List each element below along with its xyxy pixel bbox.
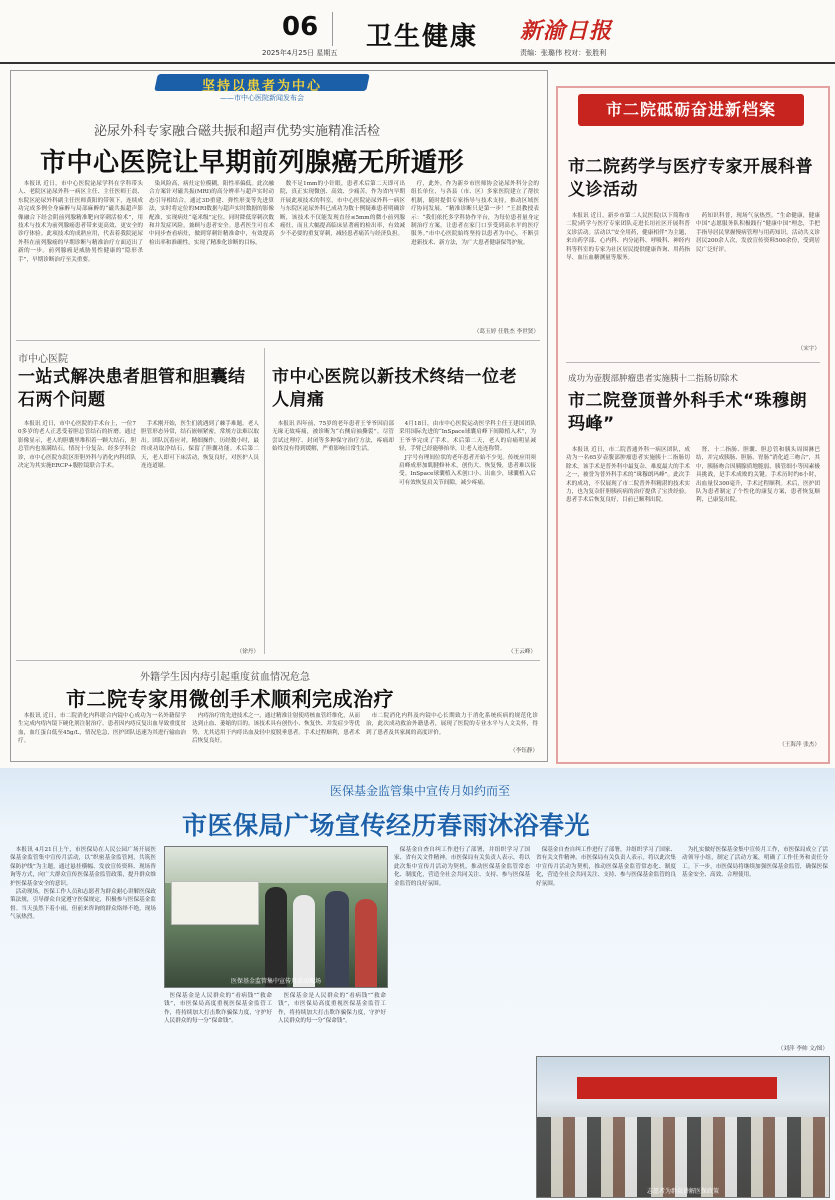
bottom-col-6: 为扎实做好医保基金集中宣传月工作，市医保局成立了活动领导小组，制定了活动方案，明确了工作任务和责任分工。下一步，市医保局将继续加强医保基金监管，确保医保基金安全、高效、合理使用。 — [682, 847, 828, 879]
sidebar-story1-byline: （宋宇） — [797, 346, 820, 352]
photo-person-2 — [293, 895, 315, 987]
bottom-headline: 市医保局广场宣传经历春雨沐浴春光 — [182, 811, 591, 840]
banner-title: 坚持以患者为中心 — [201, 79, 322, 94]
photo-caption-right: 志愿者为群众讲解医保政策 — [646, 1188, 719, 1195]
tech-col-2: 4月18日，由市中心医院运动医学科主任王建国团队采用国际先进的“InSpace球囊肩峰下间隙植入术”，为王爷爷完成了手术。术后第二天，老人的肩痛明显减轻，手臂已经能够抬举，让老人连连称赞。 J字号有理间位状的老年患者开始不少见。传统应用须肩峰成形加肌腱修补术，创伤大、恢复慢，患者难以接受。InSpace球囊植入术创口小、出血少，球囊植入后可有效恢复肩关节间隙，减少疼痛。 — [399, 421, 536, 486]
section-title: 卫生健康 — [366, 22, 479, 52]
sidebar-story1-headline: 市二院药学与医疗专家开展科普义诊活动 — [568, 157, 813, 200]
tech-col-1: 本报讯 四年前，75岁的老年患者王爷爷因肩部无缘无故疼痛，被诊断为“右侧肩袖撕裂”。尽管尝试过理疗、封闭等多种保守治疗方法，疼痛却始终没有得到缓解，严重影响日常生活。 — [272, 421, 394, 453]
masthead-rule — [0, 62, 835, 64]
bottom-col-2: 医保基金是人民群众的“看病钱”“救命钱”，市医保局高度重视医保基金监管工作，将持续加大打击欺诈骗保力度，守护好人民群众的每一分“保命钱”。 — [164, 993, 272, 1025]
masthead-divider — [332, 12, 333, 46]
center-headline: 一站式解决患者胆管和胆囊结石两个问题 — [18, 367, 246, 410]
sidebar-header-title: 市二院砥砺奋进新档案 — [605, 100, 776, 119]
lead-byline: （葛玉婷 任胜杰 李世贤） — [473, 329, 539, 335]
bottom-col-5: 保基金自查自纠工作进行了部署，并组织学习了国家、省有关文件精神。市医保局有关负责人表示，将以此次集中宣传月活动为契机，推动医保基金监管常态化、制度化，营造全社会共同关注、支持、参与医保基金监管的良好氛围。 — [536, 847, 676, 887]
foreign-col-2: 内痔治疗的先进技术之一，通过精准注射使痔核血管纤维化，从而达到止血、萎缩的目的。该技术具有创伤小、恢复快、并发症少等优势，尤其适用于内痔出血及轻中度脱垂患者。手术过程顺利，患者术后恢复良好。 — [192, 713, 360, 745]
foreign-kicker: 外籍学生因内痔引起重度贫血情况危急 — [140, 672, 310, 683]
banner-subtitle: ——市中心医院新闻发布会 — [220, 94, 304, 102]
page-number: 06 — [282, 12, 319, 42]
lead-kicker: 泌尿外科专家融合磁共振和超声优势实施精准活检 — [94, 124, 381, 139]
sidebar-story2-kicker: 成功为壶腹部肿瘤患者实施胰十二指肠切除术 — [568, 374, 739, 384]
sidebar-divider — [566, 362, 820, 363]
bottom-byline: （刘萍 李帅 文/图） — [777, 1046, 828, 1052]
foreign-col-3: 市二院消化内科及内镜中心长期致力于消化系统疾病的规范化诊治，此次成功救治外籍患者，展现了医院的专业水平与人文关怀，得到了患者及其家属的高度评价。 — [366, 713, 538, 736]
sidebar-header — [578, 94, 804, 126]
bottom-col-3: 医保基金是人民群众的“看病钱”“救命钱”，市医保局高度重视医保基金监管工作，将持续加大打击欺诈骗保力度，守护好人民群众的每一分“保命钱”。 — [278, 993, 386, 1025]
lead-col-3: 数不足1mm的小针眼，患者术后第二天即可出院，真正实现微创、高效、少痛苦。作为省内早期开展此项技术的科室，市中心医院泌尿外科一病区与东院区泌尿外科已成功为数十例疑难患者明确诊断，该技术不仅能发现直径≤5mm的微小前列腺癌灶，而且大幅提高临床显著癌的检出率，有效减少不必要的重复穿刺，减轻患者痛苦与经济负担。 — [280, 181, 405, 238]
editor-credit: 责编：张璐伟 校对：张胜利 — [520, 49, 607, 57]
photo-person-1 — [265, 887, 287, 987]
photo-red-banner — [577, 1077, 777, 1099]
divider-foreign — [16, 660, 540, 661]
sidebar-story1-col-2: 药知识科普，现场气氛热烈。“生命健康，健康中国”志愿服务队积极践行“健康中国”理念，手把手指导居民掌握慢病管理与用药知识。活动共义诊居民200余人次，发放宣传资料500余份，受到居民广泛好评。 — [696, 213, 820, 253]
event-photo-right — [536, 1056, 830, 1198]
center-kicker: 市中心医院 — [18, 354, 68, 365]
banner — [142, 70, 382, 104]
center-byline: （徐丹） — [236, 649, 259, 655]
sidebar-story1-col-1: 本报讯 近日，新乡市第二人民医院(以下简称市二院)药学与医疗专家团队走进长垣社区开展科普义诊活动。活动以“安全用药，健康相伴”为主题，来自药学部、心内科、内分泌科、呼吸科、神经内科等科室的专家为社区居民提供健康咨询、用药指导、血压血糖测量等服务。 — [566, 213, 690, 262]
tech-headline: 市中心医院以新技术终结一位老人肩痛 — [272, 367, 517, 410]
lead-col-2: 染风险高，病灶定位模糊，阳性率偏低。此次融合方案针对磁共振(MRI)的高分辨率与超声实时动态引导相结合，通过3D重建、弹性形变等先进算法，实时将定位的MRI数据与超声实时数据的影像配准，实现病灶“毫米级”定位，同时降低穿刺次数和并发症风险，兼顾与患者安全。患者医生可在术中同步查看病灶，做到穿刺针精准命中，有效提高检出率和准确性，实现了精准化诊断的目标。 — [149, 181, 274, 246]
center-col-2: 手术刚开始，医生们就遇到了棘手难题。老人胆管形态异常，结石嵌顿紧密，常规方法难以取出。团队沉着应对，精细操作，历经数小时，最终成功取净结石，保留了胆囊功能。术后第二天，老人即可下床活动，恢复良好，对医护人员连连道谢。 — [141, 421, 259, 470]
newspaper-logo: 新渝日报 — [520, 18, 613, 44]
photo-person-3 — [325, 891, 349, 987]
photo-tent — [165, 847, 387, 883]
lead-headline: 市中心医院让早期前列腺癌无所遁形 — [40, 148, 465, 178]
foreign-byline: （李钰静） — [510, 748, 538, 754]
photo-person-4 — [355, 899, 377, 987]
divider-vertical — [264, 348, 265, 654]
masthead-date: 2025年4月25日 星期五 — [262, 49, 338, 57]
masthead — [0, 0, 835, 66]
photo-caption-left: 医保基金监管集中宣传月活动现场 — [230, 978, 321, 985]
photo-banner — [171, 881, 259, 925]
photo-crowd — [537, 1117, 829, 1197]
foreign-col-1: 本报讯 近日，市二院消化内科联合内镜中心成功为一名外籍留学生完成内痔内镜下硬化剂注射治疗。患者因内痔反复出血导致重度贫血，血红蛋白低至45g/L，情况危急，医护团队迅速为其进行输血治疗。 — [18, 713, 186, 745]
event-photo-left — [164, 846, 388, 988]
bottom-col-4: 保基金自查自纠工作进行了部署，并组织学习了国家、省有关文件精神。市医保局有关负责人表示，将以此次集中宣传月活动为契机，推动医保基金监管常态化、制度化，营造全社会共同关注、支持、参与医保基金监管的良好氛围。 — [394, 847, 530, 887]
center-col-1: 本报讯 近日，市中心医院的手术台上，一位70多岁的老人正悲受着胆总管结石的折磨。通过影像显示，老人的胆囊里堆积着一颗大结石，胆总管内也塞满结石，情况十分复杂。经多学科会诊，市中心医院东院区肝胆外科与消化内科团队决定为其实施ERCP+腹腔镜联合手术。 — [18, 421, 136, 470]
lead-col-4: 疗，此外，作为新乡市医师协会泌尿外科分会的组长单位，与各县（市、区）多家医院建立了帮扶机制，随时提供专家指导与技术支持，推动区域医疗协同发展。“精准诊断只是第一步！”王晨教授表示：“我们依托多学科协作平台，为每位患者量身定制治疗方案，让患者在家门口享受到高水平的医疗服务。”市中心医院始终坚持以患者为中心，不断引进新技术、新方法，为广大患者健康保驾护航。 — [411, 181, 539, 246]
sidebar-story2-byline: （王海萍 张杰） — [779, 742, 820, 748]
sidebar-story2-headline: 市二院登顶普外科手术“珠穆朗玛峰” — [568, 391, 808, 434]
tech-byline: （王云峰） — [508, 649, 536, 655]
bottom-kicker: 医保基金监管集中宣传月如约而至 — [330, 784, 511, 798]
lead-col-1: 本报讯 近日，市中心医院泌尿学科在学科带头人、老院区泌尿外科一病区主任、主任医师王晨、东院区泌尿外科副主任医师黄阳的带领下，连续成功完成多例全身麻醉与局部麻醉的“磁共振超声影像融合下经会阴前列腺精准靶向穿刺活检术”，用技术与技术为前列腺癌患者带来更高效、更安全的诊疗体验。此项技术的成熟应用，代表着我院泌尿外科在前列腺癌的早期诊断与精准治疗方面迈出了新的一步。前列腺癌是威胁男性健康的“隐形杀手”，早期诊断治疗至关重要。 — [18, 181, 143, 263]
foreign-headline: 市二院专家用微创手术顺利完成治疗 — [66, 687, 394, 711]
sidebar-story2-col-1: 本报讯 近日，市二院普通外科一病区团队，成功为一名65岁壶腹部肿瘤患者实施胰十二指肠切除术。该手术是普外科中最复杂、难度最大的手术之一，被誉为普外科手术的“珠穆朗玛峰”。此次手术的成功，不仅展现了市二院普外科精湛的技术实力，也为复杂肝胆胰疾病的治疗提供了宝贵经验。患者手术后恢复良好，目前已顺利出院。 — [566, 447, 690, 504]
divider-lead — [16, 340, 540, 341]
sidebar-story2-col-2: 肾、十二指肠、胆囊、胆总管和胰头周围淋巴结，并完成胰肠、胆肠、胃肠“消化道三吻合”，其中，胰肠吻合因胰腺质地脆弱、胰管细小等因素极具挑战，是手术成败的关键。手术历时约6小时，出血量仅300毫升，手术过程顺利。术后，医护团队为患者制定了个性化的康复方案，患者恢复顺利，已康复出院。 — [696, 447, 820, 504]
bottom-col-1: 本报讯 4月21日上午，市医保局在人民公园广场开展医保基金监管集中宣传月活动，以“织密基金监管网，共筑医保防护线”为主题，通过悬挂横幅、发放宣传资料、现场咨询等方式，向广大群众宣传医保基金监管政策，提升群众维护医保基金安全的意识。 活动现场，医保工作人员和志愿者为群众耐心讲解医保政策法规，引导群众自觉遵守医保规定，积极参与医保基金监督。当天虽然下着小雨，但前来咨询的群众络绎不绝，现场气氛热烈。 — [10, 847, 156, 921]
